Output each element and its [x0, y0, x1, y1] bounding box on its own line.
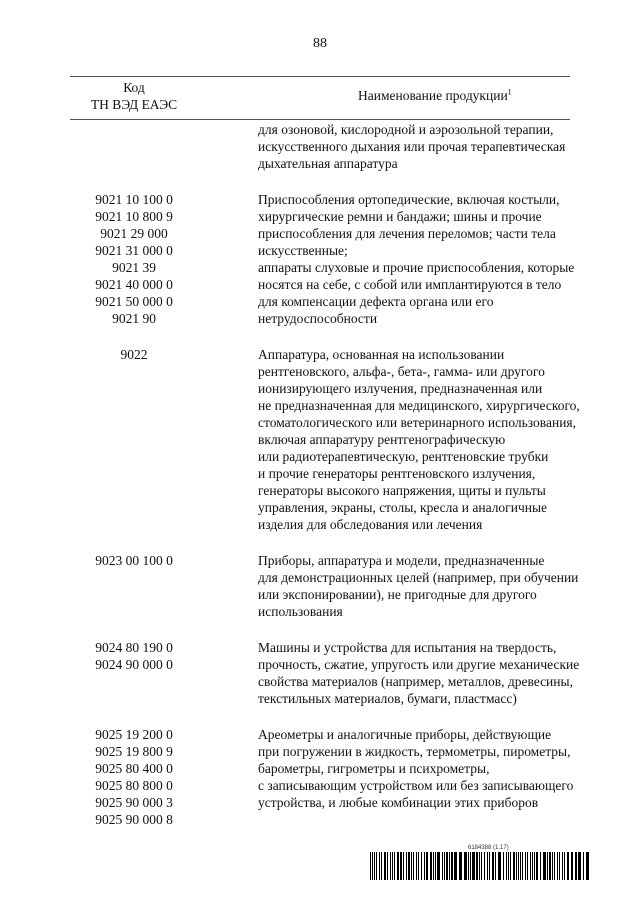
description-line: искусственного дыхания или прочая терапевтическая [258, 139, 566, 154]
description-cell [258, 191, 574, 327]
description-line: Машины и устройства для испытания на твердость, [258, 640, 557, 655]
description-line: для озоновой, кислородной и аэрозольной терапии, [258, 122, 554, 137]
tnved-code: 9022 [120, 347, 148, 362]
header-code-column [70, 79, 198, 113]
description-line: или экспонировании), не пригодные для другого [258, 587, 537, 602]
table-row [70, 552, 579, 620]
description-cell [258, 639, 578, 707]
description-line: с записывающим устройством или без записывающего [258, 778, 574, 793]
tnved-code: 9024 90 000 0 [95, 657, 173, 672]
code-cell [70, 726, 198, 828]
header-name-footnote: 1 [507, 87, 512, 97]
description-line: при погружении в жидкость, термометры, пирометры, [258, 744, 571, 759]
description-line: текстильных материалов, бумаги, пластмасс) [258, 691, 517, 706]
header-name-column [262, 87, 562, 104]
description-line: дыхательная аппаратура [258, 156, 398, 171]
tnved-code: 9021 10 100 0 [95, 192, 173, 207]
tnved-code: 9021 90 [112, 311, 156, 326]
description-line: хирургические ремни и бандажи; шины и прочие [258, 209, 542, 224]
table-row [70, 639, 580, 707]
description-line: для демонстрационных целей (например, при обучении [258, 570, 579, 585]
tnved-code: 9021 29 000 [100, 226, 168, 241]
description-cell [258, 552, 578, 620]
description-line: использования [258, 604, 343, 619]
product-table-body [70, 121, 580, 847]
tnved-code: 9025 90 000 3 [95, 795, 173, 810]
description-line: прочность, сжатие, упругость или другие механические [258, 657, 580, 672]
table-row [70, 346, 580, 533]
barcode-label: 6184388 (1.17) [468, 845, 509, 851]
header-code-line2: ТН ВЭД ЕАЭС [90, 97, 178, 112]
page-number: 88 [313, 36, 327, 51]
tnved-code: 9025 19 800 9 [95, 744, 173, 759]
description-line: аппараты слуховые и прочие приспособления, которые [258, 260, 575, 275]
description-line: стоматологического или ветеринарного использования, [258, 415, 577, 430]
description-line: и прочие генераторы рентгеновского излучения, [258, 466, 536, 481]
table-row [70, 191, 575, 327]
table-header [70, 76, 570, 120]
tnved-code: 9021 10 800 9 [95, 209, 173, 224]
barcode-icon [370, 852, 590, 880]
description-line: нетрудоспособности [258, 311, 378, 326]
tnved-code: 9025 19 200 0 [95, 727, 173, 742]
description-line: Аппаратура, основанная на использовании [258, 347, 505, 362]
description-line: для компенсации дефекта органа или его [258, 294, 494, 309]
tnved-code: 9021 40 000 0 [95, 277, 173, 292]
tnved-code: 9023 00 100 0 [95, 553, 173, 568]
header-code-line1: Код [123, 80, 145, 95]
tnved-code: 9021 31 000 0 [95, 243, 173, 258]
tnved-code: 9025 80 400 0 [95, 761, 173, 776]
code-cell [70, 191, 198, 327]
description-line: ионизирующего излучения, предназначенная или [258, 381, 543, 396]
tnved-code: 9025 90 000 8 [95, 812, 173, 827]
description-line: искусственные; [258, 243, 348, 258]
code-cell [70, 346, 198, 533]
description-line: рентгеновского, альфа-, бета-, гамма- или другого [258, 364, 545, 379]
table-row [70, 121, 570, 172]
code-cell [70, 552, 198, 620]
description-line: или радиотерапевтическую, рентгеновские трубки [258, 449, 549, 464]
description-line: изделия для обследования или лечения [258, 517, 483, 532]
description-line: управления, экраны, столы, кресла и аналогичные [258, 500, 548, 515]
header-name-label: Наименование продукции [358, 88, 508, 103]
tnved-code: 9025 80 800 0 [95, 778, 173, 793]
description-line: свойства материалов (например, металлов, древесины, [258, 674, 573, 689]
description-line: не предназначенная для медицинского, хирургического, [258, 398, 580, 413]
description-line: устройства, и любые комбинации этих приборов [258, 795, 539, 810]
description-line: носятся на себе, с собой или имплантируются в тело [258, 277, 562, 292]
table-row [70, 726, 574, 828]
tnved-code: 9024 80 190 0 [95, 640, 173, 655]
description-line: Ареометры и аналогичные приборы, действующие [258, 727, 552, 742]
description-cell [258, 346, 578, 533]
description-line: барометры, гигрометры и психрометры, [258, 761, 490, 776]
description-line: приспособления для лечения переломов; части тела [258, 226, 556, 241]
description-line: Приборы, аппаратура и модели, предназначенные [258, 553, 545, 568]
tnved-code: 9021 39 [112, 260, 156, 275]
description-cell [258, 726, 573, 828]
code-cell [70, 121, 198, 172]
description-line: Приспособления ортопедические, включая костыли, [258, 192, 560, 207]
description-line: генераторы высокого напряжения, щиты и пульты [258, 483, 546, 498]
code-cell [70, 639, 198, 707]
description-cell [258, 121, 570, 172]
tnved-code: 9021 50 000 0 [95, 294, 173, 309]
description-line: включая аппаратуру рентгенографическую [258, 432, 506, 447]
